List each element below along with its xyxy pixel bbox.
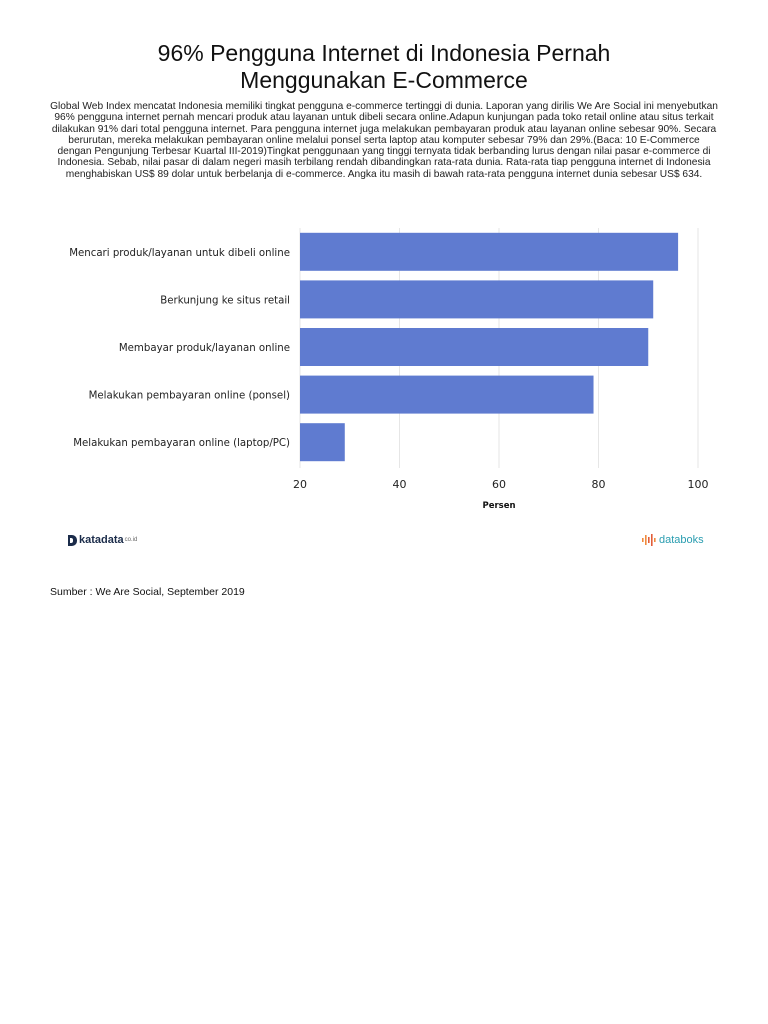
source-note: Sumber : We Are Social, September 2019 [50, 586, 245, 598]
x-tick-label: 20 [293, 478, 307, 491]
x-tick-label: 80 [591, 478, 606, 491]
katadata-logo [68, 534, 137, 546]
description-paragraph: Global Web Index mencatat Indonesia memiliki tingkat pengguna e-commerce tertinggi di dunia. Laporan yang dirilis We Are Social ini menyebutkan 96% pengguna internet pernah mencari produk atau layanan untuk dibeli secara online.Adapun kunjungan pada toko retail online atau situs terkait dilakukan 91% dari total pengguna internet. Para pengguna internet juga melakukan pembayaran produk atau layanan online sebesar 90%. Secara berurutan, mereka melakukan pembayaran online melalui ponsel serta laptop atau komputer sebesar 79% dan 29%.(Baca: 10 E-Commerce dengan Pengunjung Terbesar Kuartal III-2019)Tingkat penggunaan yang tinggi ternyata tidak berbanding lurus dengan nilai pasar e-commerce di Indonesia. Sebab, nilai pasar di dalam negeri masih terbilang rendah dibandingkan rata-rata dunia. Rata-rata tiap pengguna internet di Indonesia menghabiskan US$ 89 dolar untuk berbelanja di e-commerce. Angka itu masih di bawah rata-rata pengguna internet dunia sebesar US$ 634. [50, 101, 718, 180]
title-line-1: 96% Pengguna Internet di Indonesia Pernah [157, 40, 611, 66]
title-line-2: Menggunakan E-Commerce [240, 67, 528, 93]
katadata-logo-text: katadata [79, 534, 124, 546]
x-tick-label: 60 [492, 478, 506, 491]
bar [300, 376, 594, 414]
category-label: Melakukan pembayaran online (laptop/PC) [73, 438, 290, 450]
x-tick-label: 100 [687, 478, 709, 491]
katadata-logo-icon [68, 535, 77, 546]
category-label: Melakukan pembayaran online (ponsel) [88, 390, 290, 402]
databoks-logo-text: databoks [659, 534, 704, 546]
x-tick-label: 40 [392, 478, 407, 491]
bar [300, 423, 345, 461]
databoks-logo [642, 534, 704, 546]
x-axis-title: Persen [482, 501, 516, 511]
category-label: Mencari produk/layanan untuk dibeli online [69, 247, 290, 259]
bar [300, 328, 648, 366]
bar-chart [0, 215, 768, 515]
katadata-logo-suffix: co.id [124, 537, 138, 543]
category-label: Membayar produk/layanan online [118, 343, 290, 354]
waveform-icon [642, 534, 656, 546]
bar [300, 233, 678, 271]
category-label: Berkunjung ke situs retail [160, 295, 290, 307]
bar [300, 280, 653, 318]
page-title [60, 40, 708, 94]
